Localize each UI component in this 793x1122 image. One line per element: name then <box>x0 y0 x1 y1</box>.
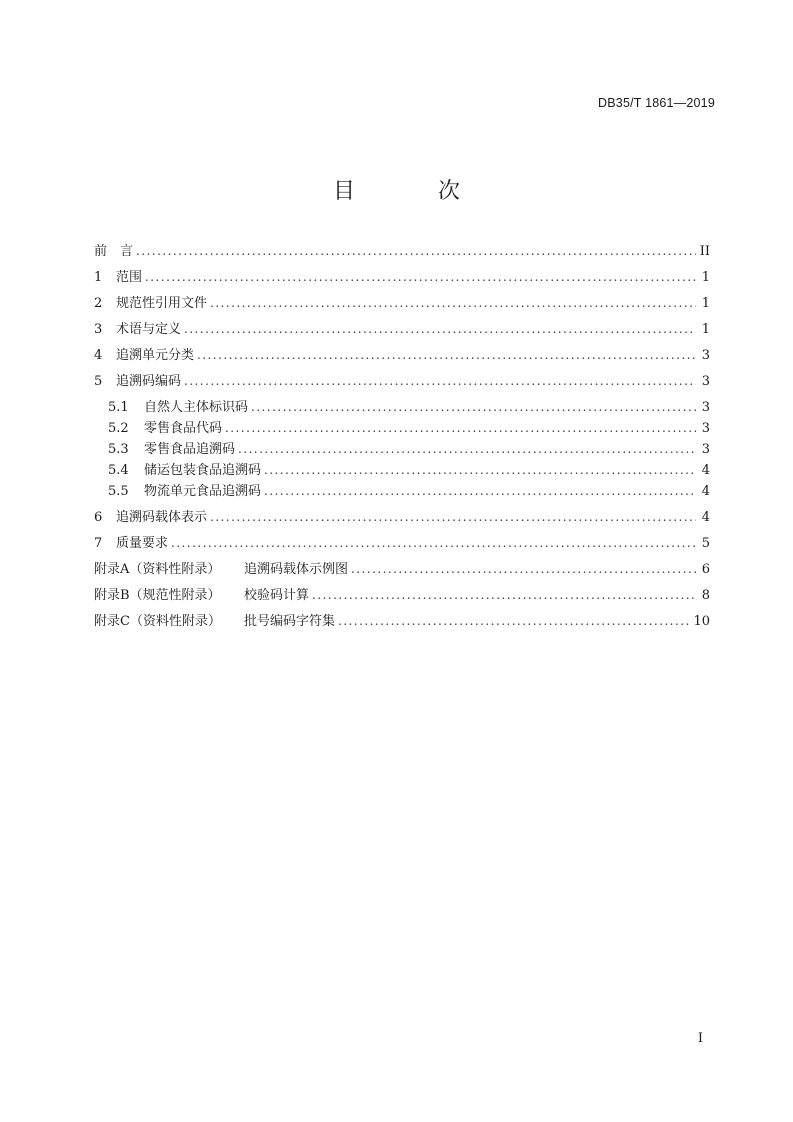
toc-entry-page: 3 <box>701 421 710 436</box>
toc-leader-dots <box>351 561 696 577</box>
toc-entry-appendix-a[interactable] <box>94 555 710 577</box>
toc-leader-dots <box>145 269 696 285</box>
toc-leader-dots <box>184 321 696 337</box>
toc-entry-4[interactable] <box>94 341 710 363</box>
toc-entry-label: 追溯单元分类 <box>116 348 195 363</box>
toc-entry-number: 5.4 <box>108 463 129 478</box>
toc-entry-1[interactable] <box>94 263 710 285</box>
toc-entry-5-3[interactable] <box>108 435 710 457</box>
toc-entry-page: II <box>699 244 710 259</box>
toc-entry-2[interactable] <box>94 289 710 311</box>
toc-entry-page: 4 <box>701 484 710 499</box>
toc-entry-number: 4 <box>94 348 103 363</box>
toc-entry-label: 零售食品追溯码 <box>144 442 236 457</box>
toc-entry-5-2[interactable] <box>108 414 710 436</box>
toc-entry-page: 3 <box>701 400 710 415</box>
toc-leader-dots <box>197 347 696 363</box>
toc-leader-dots <box>210 295 696 311</box>
toc-leader-dots <box>264 462 696 478</box>
toc-entry-number: 6 <box>94 510 103 525</box>
toc-entry-label: 储运包装食品追溯码 <box>144 463 262 478</box>
page-title: 目 次 <box>333 179 498 204</box>
toc-entry-page: 6 <box>701 562 710 577</box>
toc-entry-page: 10 <box>693 614 710 629</box>
toc-entry-number: 5 <box>94 374 103 389</box>
document-code: DB35/T 1861—2019 <box>598 96 715 110</box>
toc-leader-dots <box>264 483 696 499</box>
toc-entry-page: 5 <box>701 536 710 551</box>
toc-entry-label: 自然人主体标识码 <box>144 400 249 415</box>
toc-leader-dots <box>312 587 696 603</box>
toc-entry-foreword[interactable] <box>94 237 710 259</box>
toc-entry-page: 1 <box>701 296 710 311</box>
toc-entry-5-1[interactable] <box>108 393 710 415</box>
toc-entry-number: 7 <box>94 536 103 551</box>
toc-entry-page: 1 <box>701 322 710 337</box>
toc-entry-number: 附录A（资料性附录） <box>94 562 221 577</box>
toc-entry-label: 质量要求 <box>116 536 169 551</box>
toc-entry-label: 物流单元食品追溯码 <box>144 484 262 499</box>
toc-leader-dots <box>210 509 696 525</box>
toc-entry-6[interactable] <box>94 503 710 525</box>
toc-entry-number: 1 <box>94 270 103 285</box>
page-number: I <box>697 1031 703 1046</box>
toc-entry-5-5[interactable] <box>108 477 710 499</box>
toc-entry-label: 追溯码载体示例图 <box>244 562 349 577</box>
toc-entry-number: 5.5 <box>108 484 129 499</box>
toc-entry-label: 追溯码编码 <box>116 374 182 389</box>
toc-entry-7[interactable] <box>94 529 710 551</box>
toc-leader-dots <box>338 613 689 629</box>
toc-entry-page: 4 <box>701 510 710 525</box>
toc-entry-appendix-c[interactable] <box>94 607 710 629</box>
toc-entry-number: 附录C（资料性附录） <box>94 614 221 629</box>
toc-entry-5-4[interactable] <box>108 456 710 478</box>
toc-entry-label: 追溯码载体表示 <box>116 510 208 525</box>
toc-entry-label: 批号编码字符集 <box>244 614 336 629</box>
toc-entry-page: 3 <box>701 442 710 457</box>
toc-entry-appendix-b[interactable] <box>94 581 710 603</box>
toc-entry-number: 5.2 <box>108 421 129 436</box>
toc-entry-label: 前 言 <box>94 244 134 259</box>
toc-leader-dots <box>225 420 696 436</box>
toc-entry-number: 5.3 <box>108 442 129 457</box>
toc-entry-page: 1 <box>701 270 710 285</box>
toc-entry-label: 零售食品代码 <box>144 421 223 436</box>
toc-entry-page: 8 <box>701 588 710 603</box>
toc-entry-page: 4 <box>701 463 710 478</box>
toc-leader-dots <box>251 399 696 415</box>
toc-entry-3[interactable] <box>94 315 710 337</box>
toc-leader-dots <box>136 243 696 259</box>
toc-entry-number: 5.1 <box>108 400 129 415</box>
toc-leader-dots <box>171 535 696 551</box>
toc-entry-label: 规范性引用文件 <box>116 296 208 311</box>
toc-entry-label: 校验码计算 <box>244 588 310 603</box>
toc-entry-number: 2 <box>94 296 103 311</box>
toc-entry-page: 3 <box>701 374 710 389</box>
toc-leader-dots <box>184 373 696 389</box>
toc-entry-label: 范围 <box>116 270 143 285</box>
toc-entry-page: 3 <box>701 348 710 363</box>
toc-entry-number: 附录B（规范性附录） <box>94 588 221 603</box>
toc-entry-label: 术语与定义 <box>116 322 182 337</box>
toc-leader-dots <box>238 441 696 457</box>
toc-entry-5[interactable] <box>94 367 710 389</box>
toc-entry-number: 3 <box>94 322 103 337</box>
